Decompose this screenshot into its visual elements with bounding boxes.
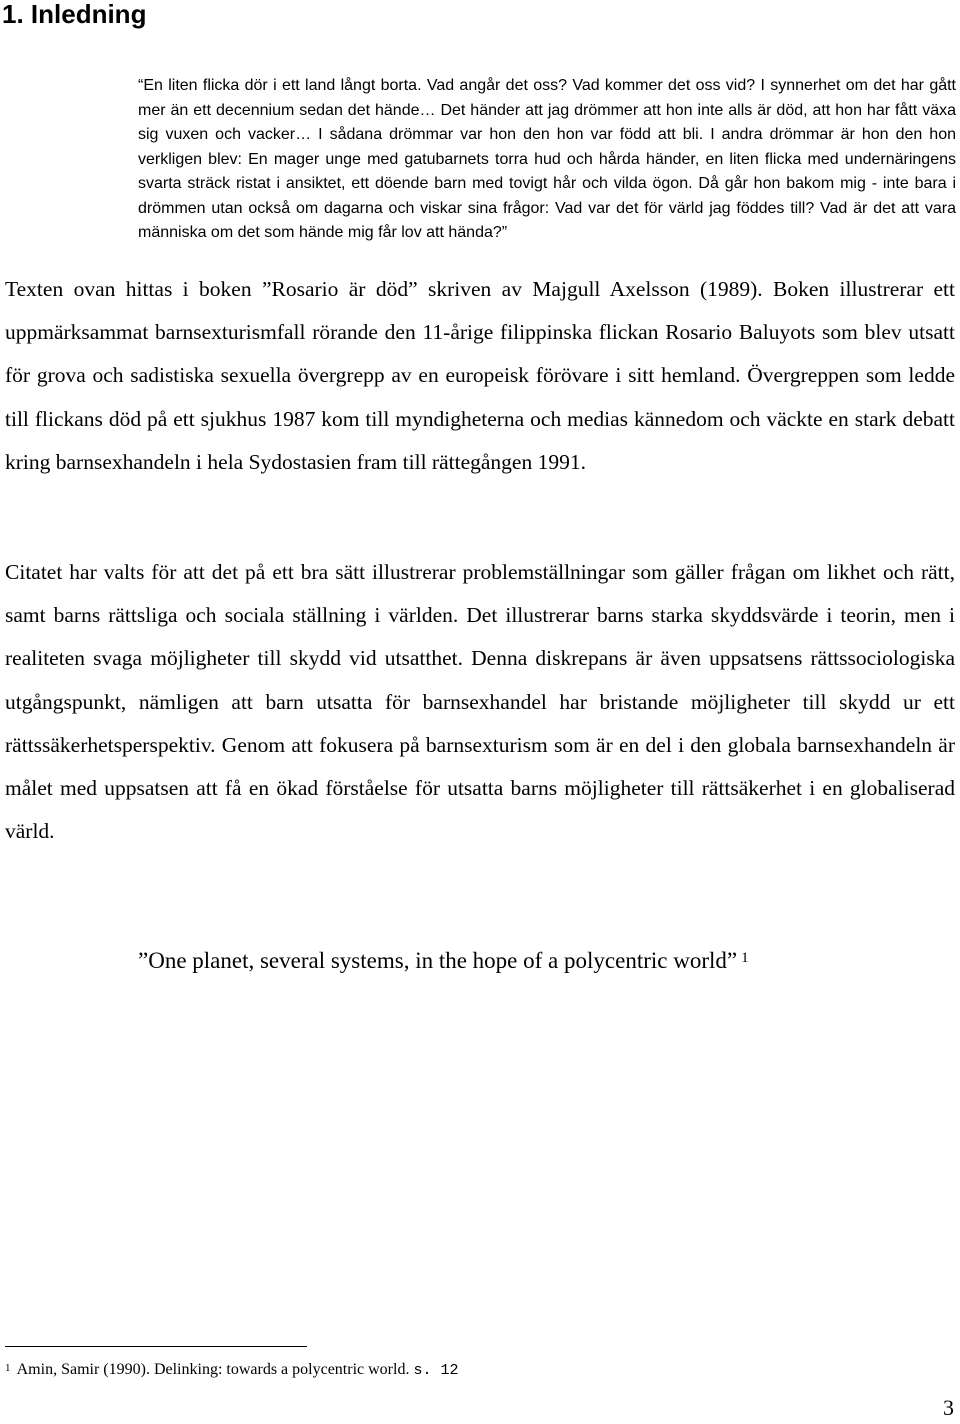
- epigraph-text: ”One planet, several systems, in the hope of a polycentric world”: [138, 948, 738, 973]
- page-number: 3: [943, 1395, 954, 1420]
- epigraph: [138, 937, 749, 985]
- body-paragraph-2: Citatet har valts för att det på ett bra sätt illustrerar problemställningar som gäller frågan om likhet och rätt, samt barns rättsliga och sociala ställning i världen. Det illustrerar barns starka skyddsvärde i teorin, men i realiteten svaga möjligheter till skydd vid utsatthet. Denna diskrepans är även uppsatsens rättssociologiska utgångspunkt, nämligen att barn utsatta för barnsexhandel har bristande möjligheter till skydd ur ett rättssäkerhetsperspektiv. Genom att fokusera på barnsexturism som är en del i den globala barnsexhandeln är målet med uppsatsen att få en ökad förståelse för utsatta barns möjligheter till rättsäkerhet i en globaliserad värld.: [5, 560, 955, 844]
- footnote-page-reference: s. 12: [413, 1362, 459, 1379]
- section-heading: 1. Inledning: [2, 0, 147, 29]
- body-paragraph-1: Texten ovan hittas i boken ”Rosario är död” skriven av Majgull Axelsson (1989). Boken illustrerar ett uppmärksammat barnsexturismfall rörande den 11-årige filippinska flickan Rosario Baluyots som blev utsatt för grova och sadistiska sexuella övergrepp av en europeisk förövare i sitt hemland. Övergreppen som ledde till flickans död på ett sjukhus 1987 kom till myndigheterna och medias kännedom och väckte en stark debatt kring barnsexhandeln i hela Sydostasien fram till rättegången 1991.: [5, 277, 955, 474]
- footnote-text: Amin, Samir (1990). Delinking: towards a polycentric world.: [16, 1361, 410, 1378]
- footnote-separator: [5, 1346, 307, 1347]
- footnote: [5, 1356, 458, 1385]
- footnote-marker[interactable]: 1: [741, 950, 749, 966]
- footnote-number: 1: [5, 1362, 11, 1374]
- block-quote: “En liten flicka dör i ett land långt borta. Vad angår det oss? Vad kommer det oss vid? I synnerhet om det har gått mer än ett decennium sedan det hände… Det händer att jag drömmer att hon inte alls är död, att hon har fått växa sig vuxen och vacker… I sådana drömmar var hon den hon var född att bli. I andra drömmar är hon den hon verkligen blev: En mager unge med gatubarnets torra hud och hårda händer, en liten flicka med undernäringens svarta sträck ristat i ansiktet, ett döende barn med tovigt hår och vilda ögon. Då går hon bakom mig - inte bara i drömmen utan också om dagarna och viskar sina frågor: Vad var det för värld jag föddes till? Vad är det att vara människa om det som hände mig får lov att hända?”: [138, 77, 956, 241]
